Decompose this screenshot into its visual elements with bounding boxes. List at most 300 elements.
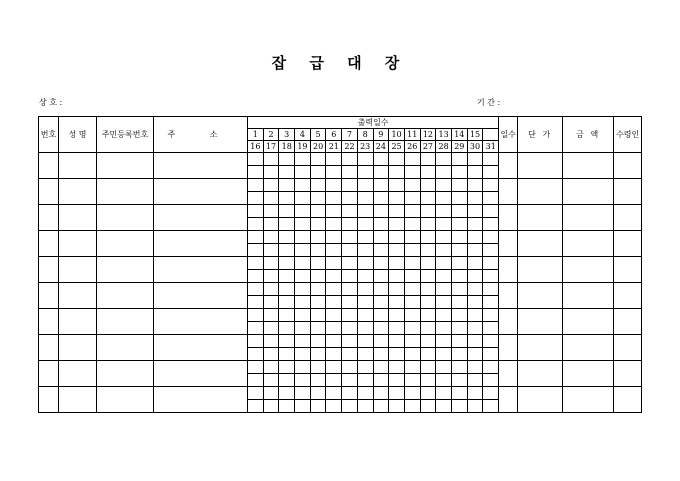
attendance-cell (248, 166, 264, 179)
attendance-cell (420, 153, 436, 166)
attendance-cell (404, 387, 420, 400)
attendance-cell (295, 218, 311, 231)
attendance-cell (357, 270, 373, 283)
attendance-cell (310, 387, 326, 400)
table-row (39, 361, 642, 374)
attendance-cell (467, 257, 483, 270)
attendance-cell (263, 231, 279, 244)
attendance-cell (389, 387, 405, 400)
name-cell (59, 335, 97, 361)
day-number-cell: 11 (404, 129, 420, 141)
attendance-cell (326, 244, 342, 257)
ledger-table (38, 116, 642, 413)
attendance-cell (373, 270, 389, 283)
attendance-cell (404, 374, 420, 387)
unit-price-cell (518, 257, 563, 283)
days-cell (499, 205, 518, 231)
attendance-cell (483, 309, 499, 322)
day-number-cell: 14 (451, 129, 467, 141)
attendance-cell (420, 257, 436, 270)
attendance-cell (279, 400, 295, 413)
attendance-cell (483, 153, 499, 166)
attendance-cell (420, 192, 436, 205)
day-number-cell: 4 (295, 129, 311, 141)
attendance-cell (420, 244, 436, 257)
address-cell (154, 387, 248, 413)
attendance-cell (483, 335, 499, 348)
attendance-cell (326, 283, 342, 296)
table-row (39, 309, 642, 322)
day-number-cell: 28 (436, 141, 452, 153)
unit-price-cell (518, 153, 563, 179)
no-cell (39, 361, 59, 387)
header-amount: 금 액 (563, 117, 614, 153)
attendance-cell (436, 244, 452, 257)
attendance-cell (310, 322, 326, 335)
attendance-cell (357, 192, 373, 205)
amount-cell (563, 361, 614, 387)
attendance-cell (357, 322, 373, 335)
attendance-cell (326, 335, 342, 348)
resident-no-cell (97, 335, 154, 361)
attendance-cell (483, 179, 499, 192)
attendance-cell (357, 335, 373, 348)
attendance-cell (279, 387, 295, 400)
attendance-cell (263, 400, 279, 413)
attendance-cell (248, 257, 264, 270)
attendance-cell (420, 387, 436, 400)
attendance-cell (451, 153, 467, 166)
attendance-cell (483, 374, 499, 387)
address-cell (154, 361, 248, 387)
attendance-cell (389, 270, 405, 283)
attendance-cell (436, 387, 452, 400)
attendance-cell (357, 309, 373, 322)
attendance-cell (310, 348, 326, 361)
attendance-cell (389, 231, 405, 244)
attendance-cell (420, 218, 436, 231)
unit-price-cell (518, 387, 563, 413)
day-number-cell: 5 (310, 129, 326, 141)
attendance-cell (373, 387, 389, 400)
attendance-cell (483, 270, 499, 283)
day-number-cell: 21 (326, 141, 342, 153)
unit-price-cell (518, 231, 563, 257)
receiver-cell (614, 153, 642, 179)
attendance-cell (263, 192, 279, 205)
resident-no-cell (97, 153, 154, 179)
attendance-cell (420, 348, 436, 361)
no-cell (39, 257, 59, 283)
attendance-cell (310, 244, 326, 257)
attendance-cell (373, 374, 389, 387)
attendance-cell (279, 309, 295, 322)
attendance-cell (467, 322, 483, 335)
name-cell (59, 257, 97, 283)
attendance-cell (279, 283, 295, 296)
resident-no-cell (97, 257, 154, 283)
attendance-cell (389, 361, 405, 374)
attendance-cell (248, 296, 264, 309)
attendance-cell (451, 322, 467, 335)
resident-no-cell (97, 283, 154, 309)
resident-no-cell (97, 387, 154, 413)
attendance-cell (279, 270, 295, 283)
attendance-cell (342, 270, 358, 283)
attendance-cell (326, 270, 342, 283)
attendance-cell (436, 166, 452, 179)
attendance-cell (451, 166, 467, 179)
attendance-cell (326, 309, 342, 322)
attendance-cell (373, 361, 389, 374)
no-cell (39, 283, 59, 309)
attendance-cell (357, 257, 373, 270)
attendance-cell (279, 179, 295, 192)
attendance-cell (310, 153, 326, 166)
day-number-cell: 13 (436, 129, 452, 141)
attendance-cell (420, 166, 436, 179)
attendance-cell (295, 244, 311, 257)
attendance-cell (310, 309, 326, 322)
attendance-cell (389, 335, 405, 348)
attendance-cell (295, 309, 311, 322)
unit-price-cell (518, 205, 563, 231)
attendance-cell (279, 192, 295, 205)
attendance-cell (248, 192, 264, 205)
attendance-cell (436, 322, 452, 335)
attendance-cell (451, 348, 467, 361)
address-cell (154, 153, 248, 179)
attendance-cell (420, 361, 436, 374)
amount-cell (563, 231, 614, 257)
days-cell (499, 335, 518, 361)
resident-no-cell (97, 231, 154, 257)
day-number-cell: 26 (404, 141, 420, 153)
name-cell (59, 205, 97, 231)
attendance-cell (295, 335, 311, 348)
receiver-cell (614, 335, 642, 361)
attendance-cell (373, 205, 389, 218)
attendance-cell (483, 231, 499, 244)
attendance-cell (342, 166, 358, 179)
attendance-cell (342, 387, 358, 400)
day-number-cell: 10 (389, 129, 405, 141)
days-cell (499, 283, 518, 309)
amount-cell (563, 309, 614, 335)
table-row (39, 283, 642, 296)
attendance-cell (342, 400, 358, 413)
document-title: 잡 급 대 장 (271, 54, 409, 72)
attendance-cell (373, 218, 389, 231)
attendance-cell (404, 322, 420, 335)
day-number-cell: 24 (373, 141, 389, 153)
attendance-cell (483, 296, 499, 309)
attendance-cell (295, 374, 311, 387)
attendance-cell (248, 153, 264, 166)
attendance-cell (263, 166, 279, 179)
attendance-cell (357, 296, 373, 309)
attendance-cell (404, 400, 420, 413)
no-cell (39, 205, 59, 231)
day-number-cell: 6 (326, 129, 342, 141)
attendance-cell (263, 205, 279, 218)
attendance-cell (263, 309, 279, 322)
resident-no-cell (97, 179, 154, 205)
day-number-cell: 15 (467, 129, 483, 141)
attendance-cell (436, 231, 452, 244)
address-cell (154, 335, 248, 361)
attendance-cell (404, 257, 420, 270)
attendance-cell (248, 283, 264, 296)
period-label: 기 간 : (477, 98, 501, 107)
day-number-cell: 23 (357, 141, 373, 153)
attendance-cell (436, 179, 452, 192)
attendance-cell (326, 348, 342, 361)
attendance-cell (248, 179, 264, 192)
attendance-cell (248, 348, 264, 361)
unit-price-cell (518, 309, 563, 335)
attendance-cell (263, 283, 279, 296)
header-resident-no: 주민등록번호 (97, 117, 154, 153)
attendance-cell (326, 218, 342, 231)
attendance-cell (263, 153, 279, 166)
attendance-cell (451, 244, 467, 257)
attendance-cell (279, 166, 295, 179)
attendance-cell (310, 361, 326, 374)
attendance-cell (248, 309, 264, 322)
attendance-cell (389, 374, 405, 387)
attendance-cell (373, 166, 389, 179)
attendance-cell (342, 179, 358, 192)
attendance-cell (420, 179, 436, 192)
table-row (39, 387, 642, 400)
attendance-cell (389, 348, 405, 361)
day-number-cell: 31 (483, 141, 499, 153)
attendance-cell (404, 296, 420, 309)
attendance-cell (483, 361, 499, 374)
day-number-cell: 9 (373, 129, 389, 141)
receiver-cell (614, 231, 642, 257)
attendance-cell (467, 192, 483, 205)
name-cell (59, 231, 97, 257)
attendance-cell (451, 374, 467, 387)
name-cell (59, 387, 97, 413)
day-number-cell: 8 (357, 129, 373, 141)
attendance-cell (373, 244, 389, 257)
attendance-cell (483, 244, 499, 257)
attendance-cell (404, 309, 420, 322)
attendance-cell (357, 361, 373, 374)
attendance-cell (404, 270, 420, 283)
attendance-cell (342, 192, 358, 205)
attendance-cell (451, 400, 467, 413)
attendance-cell (467, 166, 483, 179)
attendance-cell (373, 283, 389, 296)
header-address: 주 소 (154, 117, 248, 153)
name-cell (59, 309, 97, 335)
days-cell (499, 309, 518, 335)
attendance-cell (342, 283, 358, 296)
attendance-cell (451, 231, 467, 244)
attendance-cell (467, 361, 483, 374)
attendance-cell (310, 270, 326, 283)
attendance-cell (295, 231, 311, 244)
table-row (39, 231, 642, 244)
attendance-cell (248, 322, 264, 335)
attendance-cell (248, 205, 264, 218)
attendance-cell (373, 192, 389, 205)
attendance-cell (342, 309, 358, 322)
attendance-cell (310, 374, 326, 387)
attendance-cell (467, 205, 483, 218)
attendance-cell (342, 361, 358, 374)
attendance-cell (483, 400, 499, 413)
attendance-cell (248, 231, 264, 244)
attendance-cell (310, 218, 326, 231)
no-cell (39, 231, 59, 257)
attendance-cell (389, 244, 405, 257)
attendance-cell (373, 257, 389, 270)
resident-no-cell (97, 309, 154, 335)
attendance-cell (389, 166, 405, 179)
attendance-cell (342, 374, 358, 387)
unit-price-cell (518, 179, 563, 205)
attendance-cell (436, 348, 452, 361)
days-cell (499, 361, 518, 387)
attendance-cell (373, 231, 389, 244)
days-cell (499, 231, 518, 257)
attendance-cell (326, 400, 342, 413)
attendance-cell (483, 205, 499, 218)
attendance-cell (295, 400, 311, 413)
attendance-cell (436, 283, 452, 296)
day-number-cell (483, 129, 499, 141)
attendance-cell (451, 270, 467, 283)
receiver-cell (614, 257, 642, 283)
attendance-cell (310, 257, 326, 270)
attendance-cell (310, 179, 326, 192)
attendance-cell (295, 257, 311, 270)
attendance-cell (357, 400, 373, 413)
attendance-cell (295, 387, 311, 400)
attendance-cell (357, 166, 373, 179)
no-cell (39, 153, 59, 179)
attendance-cell (436, 400, 452, 413)
attendance-cell (263, 335, 279, 348)
attendance-cell (357, 153, 373, 166)
attendance-cell (248, 374, 264, 387)
attendance-cell (263, 387, 279, 400)
attendance-cell (357, 205, 373, 218)
attendance-cell (357, 348, 373, 361)
attendance-cell (263, 270, 279, 283)
day-number-cell: 3 (279, 129, 295, 141)
address-cell (154, 309, 248, 335)
attendance-cell (326, 387, 342, 400)
attendance-cell (467, 283, 483, 296)
attendance-cell (373, 309, 389, 322)
attendance-cell (404, 179, 420, 192)
attendance-cell (451, 361, 467, 374)
attendance-cell (436, 296, 452, 309)
attendance-cell (420, 231, 436, 244)
day-number-cell: 18 (279, 141, 295, 153)
attendance-cell (310, 166, 326, 179)
attendance-cell (467, 231, 483, 244)
attendance-cell (295, 348, 311, 361)
resident-no-cell (97, 361, 154, 387)
days-cell (499, 153, 518, 179)
receiver-cell (614, 205, 642, 231)
amount-cell (563, 283, 614, 309)
attendance-cell (263, 179, 279, 192)
attendance-cell (404, 231, 420, 244)
attendance-cell (342, 322, 358, 335)
no-cell (39, 387, 59, 413)
attendance-cell (389, 205, 405, 218)
attendance-cell (420, 374, 436, 387)
header-no: 번호 (39, 117, 59, 153)
attendance-cell (279, 335, 295, 348)
header-attendance: 출력일수 (248, 117, 499, 129)
attendance-cell (326, 166, 342, 179)
attendance-cell (389, 283, 405, 296)
days-cell (499, 179, 518, 205)
attendance-cell (279, 231, 295, 244)
attendance-cell (326, 361, 342, 374)
attendance-cell (326, 205, 342, 218)
address-cell (154, 257, 248, 283)
attendance-cell (310, 192, 326, 205)
attendance-cell (326, 231, 342, 244)
attendance-cell (451, 309, 467, 322)
attendance-cell (295, 361, 311, 374)
attendance-cell (404, 153, 420, 166)
attendance-cell (483, 387, 499, 400)
attendance-cell (263, 348, 279, 361)
attendance-cell (342, 205, 358, 218)
attendance-cell (279, 374, 295, 387)
attendance-cell (342, 296, 358, 309)
attendance-cell (373, 153, 389, 166)
attendance-cell (357, 374, 373, 387)
header-name: 성 명 (59, 117, 97, 153)
table-row (39, 205, 642, 218)
attendance-cell (467, 374, 483, 387)
attendance-cell (420, 400, 436, 413)
unit-price-cell (518, 283, 563, 309)
attendance-cell (436, 335, 452, 348)
address-cell (154, 231, 248, 257)
amount-cell (563, 335, 614, 361)
unit-price-cell (518, 335, 563, 361)
table-row (39, 153, 642, 166)
attendance-cell (263, 244, 279, 257)
attendance-cell (389, 179, 405, 192)
attendance-cell (295, 192, 311, 205)
attendance-cell (326, 257, 342, 270)
attendance-cell (263, 361, 279, 374)
amount-cell (563, 153, 614, 179)
attendance-cell (483, 322, 499, 335)
attendance-cell (248, 400, 264, 413)
shop-label: 상 호 : (39, 98, 63, 107)
table-row (39, 179, 642, 192)
attendance-cell (467, 335, 483, 348)
day-number-cell: 25 (389, 141, 405, 153)
attendance-cell (295, 166, 311, 179)
attendance-cell (467, 179, 483, 192)
